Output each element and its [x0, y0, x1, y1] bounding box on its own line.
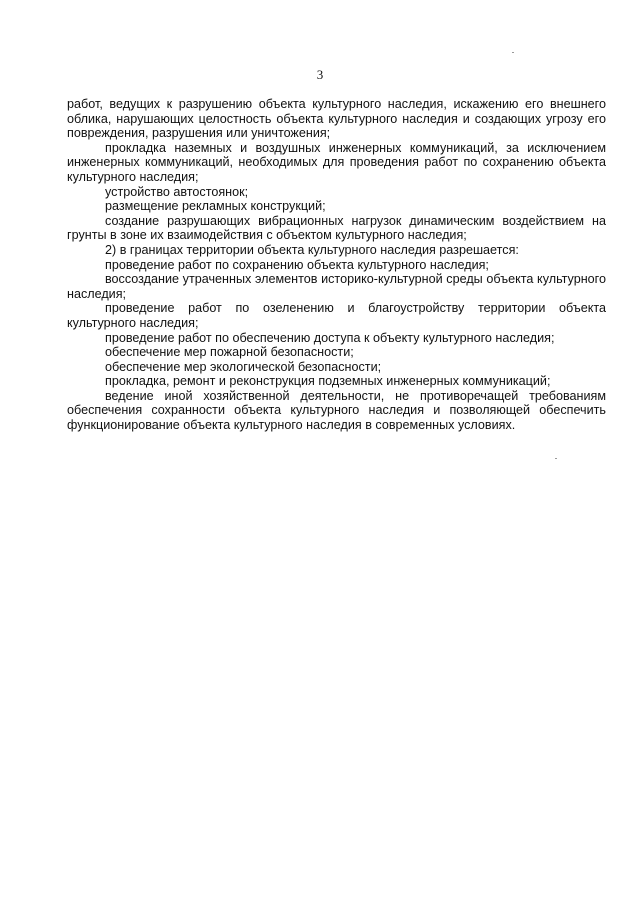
paragraph: воссоздание утраченных элементов историко-культурной среды объекта культурного наследия; [67, 272, 606, 301]
document-body [67, 97, 606, 433]
paragraph: проведение работ по обеспечению доступа к объекту культурного наследия; [105, 330, 555, 345]
paragraph: прокладка наземных и воздушных инженерных коммуникаций, за исключением инженерных коммуникаций, необходимых для проведения работ по сохранению объекта культурного наследия; [67, 140, 606, 184]
paragraph: ведение иной хозяйственной деятельности, не противоречащей требованиям обеспечения сохранности объекта культурного наследия и позволяющей обеспечить функционирование объекта культурного наследия в современных условиях. [67, 388, 606, 433]
paragraph: прокладка, ремонт и реконструкция подземных инженерных коммуникаций; [105, 374, 551, 389]
page-number: 3 [316, 67, 324, 82]
paragraph: 2) в границах территории объекта культурного наследия разрешается: [105, 242, 519, 257]
paragraph: проведение работ по озеленению и благоустройству территории объекта культурного наследия; [67, 301, 606, 330]
paragraph: проведение работ по сохранению объекта культурного наследия; [105, 257, 489, 272]
scan-artifact [555, 458, 557, 459]
paragraph: обеспечение мер экологической безопасности; [105, 359, 382, 374]
paragraph: создание разрушающих вибрационных нагрузок динамическим воздействием на грунты в зоне их взаимодействия с объектом культурного наследия; [67, 213, 606, 243]
scan-artifact [512, 52, 514, 53]
paragraph: работ, ведущих к разрушению объекта культурного наследия, искажению его внешнего облика, нарушающих целостность объекта культурного наследия и создающих угрозу его повреждения, разрушения или уничтожения; [67, 97, 606, 141]
paragraph: размещение рекламных конструкций; [105, 199, 326, 214]
paragraph: устройство автостоянок; [105, 184, 249, 199]
paragraph: обеспечение мер пожарной безопасности; [105, 345, 354, 360]
